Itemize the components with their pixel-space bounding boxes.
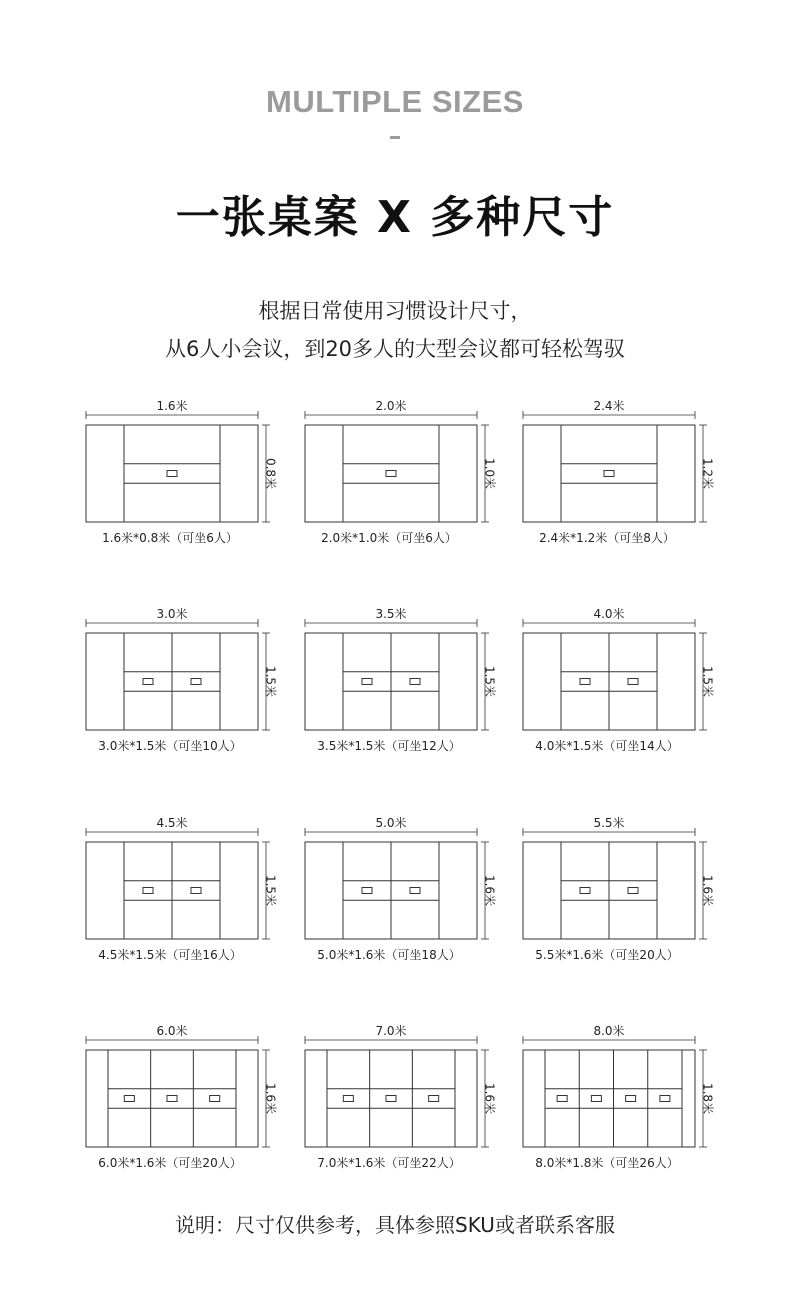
power-outlet-icon	[386, 1096, 396, 1102]
table-caption: 8.0米*1.8米（可坐26人）	[535, 1156, 679, 1170]
power-outlet-icon	[580, 888, 590, 894]
height-label: 1.5米	[482, 665, 497, 698]
width-label: 2.0米	[375, 399, 407, 413]
height-label: 1.0米	[482, 457, 497, 490]
description-line-1: 根据日常使用习惯设计尺寸，	[258, 299, 532, 323]
width-label: 2.4米	[593, 399, 625, 413]
height-label: 1.6米	[482, 1082, 497, 1115]
table-caption: 3.5米*1.5米（可坐12人）	[317, 739, 461, 753]
power-outlet-icon	[167, 1096, 177, 1102]
power-outlet-icon	[143, 888, 153, 894]
power-outlet-icon	[660, 1096, 670, 1102]
width-label: 1.6米	[156, 399, 188, 413]
power-outlet-icon	[191, 679, 201, 685]
main-title: 一张桌案 X 多种尺寸	[175, 192, 615, 243]
table-caption: 2.0米*1.0米（可坐6人）	[321, 531, 457, 545]
power-outlet-icon	[343, 1096, 353, 1102]
height-label: 1.5米	[263, 665, 278, 698]
width-label: 3.5米	[375, 607, 407, 621]
power-outlet-icon	[429, 1096, 439, 1102]
table-outline	[523, 425, 695, 522]
power-outlet-icon	[362, 888, 372, 894]
power-outlet-icon	[124, 1096, 134, 1102]
height-label: 1.6米	[482, 874, 497, 907]
width-label: 5.0米	[375, 816, 407, 830]
table-caption: 3.0米*1.5米（可坐10人）	[98, 739, 242, 753]
height-label: 1.6米	[700, 874, 715, 907]
power-outlet-icon	[386, 471, 396, 477]
width-label: 4.5米	[156, 816, 188, 830]
height-label: 1.5米	[263, 874, 278, 907]
power-outlet-icon	[410, 888, 420, 894]
width-label: 5.5米	[593, 816, 625, 830]
width-label: 3.0米	[156, 607, 188, 621]
height-label: 1.8米	[700, 1082, 715, 1115]
power-outlet-icon	[210, 1096, 220, 1102]
table-outline	[305, 425, 477, 522]
power-outlet-icon	[410, 679, 420, 685]
table-caption: 6.0米*1.6米（可坐20人）	[98, 1156, 242, 1170]
height-label: 1.6米	[263, 1082, 278, 1115]
width-label: 6.0米	[156, 1024, 188, 1038]
table-outline	[305, 1050, 477, 1147]
width-label: 8.0米	[593, 1024, 625, 1038]
power-outlet-icon	[628, 888, 638, 894]
power-outlet-icon	[591, 1096, 601, 1102]
table-caption: 5.5米*1.6米（可坐20人）	[535, 948, 679, 962]
footer-note: 说明：尺寸仅供参考，具体参照SKU或者联系客服	[175, 1213, 615, 1237]
height-label: 1.5米	[700, 665, 715, 698]
table-outline	[523, 1050, 695, 1147]
height-label: 1.2米	[700, 457, 715, 490]
width-label: 7.0米	[375, 1024, 407, 1038]
power-outlet-icon	[580, 679, 590, 685]
power-outlet-icon	[143, 679, 153, 685]
table-outline	[86, 425, 258, 522]
table-caption: 4.5米*1.5米（可坐16人）	[98, 948, 242, 962]
power-outlet-icon	[191, 888, 201, 894]
description-line-2: 从6人小会议，到20多人的大型会议都可轻松驾驭	[164, 337, 626, 361]
table-outline	[86, 1050, 258, 1147]
table-caption: 4.0米*1.5米（可坐14人）	[535, 739, 679, 753]
power-outlet-icon	[362, 679, 372, 685]
table-caption: 2.4米*1.2米（可坐8人）	[539, 531, 675, 545]
table-caption: 1.6米*0.8米（可坐6人）	[102, 531, 238, 545]
power-outlet-icon	[628, 679, 638, 685]
width-label: 4.0米	[593, 607, 625, 621]
power-outlet-icon	[626, 1096, 636, 1102]
english-title: MULTIPLE SIZES	[266, 84, 524, 119]
height-label: 0.8米	[263, 457, 278, 490]
power-outlet-icon	[557, 1096, 567, 1102]
table-caption: 7.0米*1.6米（可坐22人）	[317, 1156, 461, 1170]
table-caption: 5.0米*1.6米（可坐18人）	[317, 948, 461, 962]
power-outlet-icon	[167, 471, 177, 477]
power-outlet-icon	[604, 471, 614, 477]
